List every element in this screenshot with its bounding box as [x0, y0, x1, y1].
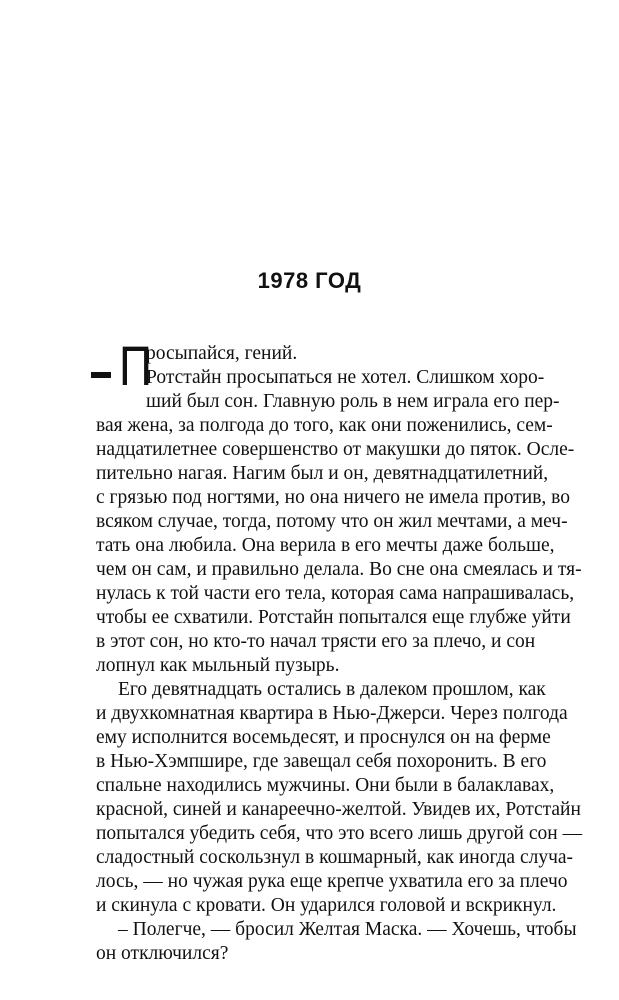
text-line: вая жена, за полгода до того, как они поженились, сем- — [96, 415, 553, 436]
text-line: красной, синей и канареечно-желтой. Увидев их, Ротстайн — [96, 799, 581, 820]
text-line: ший был сон. Главную роль в нем играла его пер- — [146, 391, 560, 412]
text-line: пительно нагая. Нагим был и он, девятнадцатилетний, — [96, 463, 549, 484]
text-line: тать она любила. Она верила в его мечты даже больше, — [96, 535, 555, 556]
chapter-title: 1978 ГОД — [257, 268, 362, 293]
text-line: в этот сон, но кто-то начал трясти его за плечо, и сон — [96, 631, 536, 652]
dropcap-dash — [91, 372, 111, 378]
dropcap-letter: П — [119, 334, 153, 397]
text-line: лось, — но чужая рука еще крепче ухватила его за плечо — [96, 871, 568, 892]
text-line: в Нью-Хэмпшире, где завещал себя похоронить. В его — [96, 751, 547, 772]
text-line: чем он сам, и правильно делала. Во сне она смеялась и тя- — [96, 559, 582, 580]
text-line: и скинула с кровати. Он ударился головой и вскрикнул. — [96, 895, 557, 916]
text-line: попытался убедить себя, что это всего лишь другой сон — — [96, 823, 583, 844]
text-line: нулась к той части его тела, которая сама напрашивалась, — [96, 583, 575, 604]
text-line: он отключился? — [96, 943, 229, 964]
text-line: – Полегче, — бросил Желтая Маска. — Хочешь, чтобы — [118, 919, 577, 940]
text-line: чтобы ее схватили. Ротстайн попытался еще глубже уйти — [96, 607, 571, 628]
text-line: ему исполнится восемьдесят, и проснулся он на ферме — [96, 727, 551, 748]
text-line: спальне находились мужчины. Они были в балаклавах, — [96, 775, 555, 796]
text-line: и двухкомнатная квартира в Нью-Джерси. Через полгода — [96, 703, 568, 724]
text-line: сладостный соскользнул в кошмарный, как иногда случа- — [96, 847, 574, 868]
text-line: росыпайся, гений. — [146, 343, 298, 364]
text-line: надцатилетнее совершенство от макушки до пяток. Осле- — [96, 439, 575, 460]
text-line: Его девятнадцать остались в далеком прошлом, как — [118, 679, 546, 700]
text-line: всяком случае, тогда, потому что он жил мечтами, а меч- — [96, 511, 568, 532]
text-line: с грязью под ногтями, но она ничего не имела против, во — [96, 487, 570, 508]
text-line: Ротстайн просыпаться не хотел. Слишком хоро- — [146, 367, 545, 388]
text-line: лопнул как мыльный пузырь. — [96, 655, 340, 676]
